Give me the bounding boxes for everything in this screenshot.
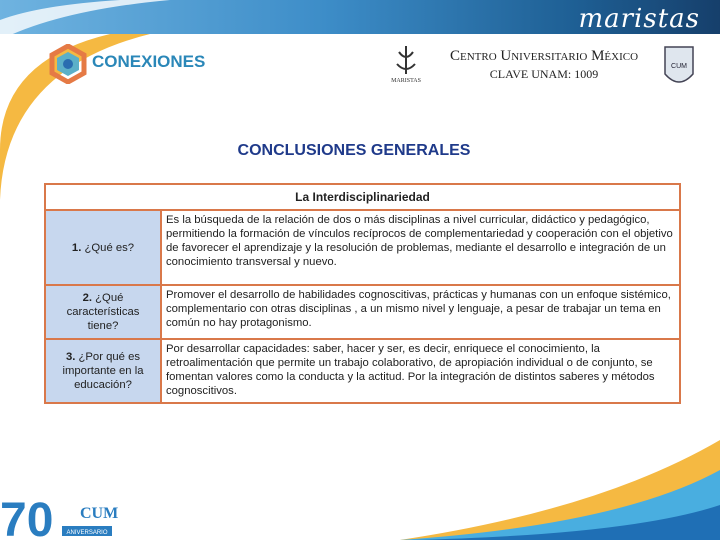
page-title: CONCLUSIONES GENERALES (237, 142, 471, 159)
maristas-emblem-icon (391, 44, 421, 76)
footer-swoosh-decoration (400, 430, 720, 540)
anniversary-logo (0, 490, 120, 540)
answer-cell: Por desarrollar capacidades: saber, hacer y ser, es decir, enriquece el conocimiento, la retroalimentación que permite un trabajo colaborativo, de apropiación individual o de conjunto, se fomentan valores como la conducta y la actitud. Por la integración de distintos saberes y métodos cognoscitivos. (161, 339, 680, 403)
table-row (45, 339, 680, 403)
unam-shield-icon (662, 44, 696, 90)
institution-name: Centro Universitario México (449, 48, 639, 64)
answer-cell: Promover el desarrollo de habilidades cognoscitivas, prácticas y humanas con un enfoque sistémico, complementario con otras disciplinas , a un mismo nivel y lenguaje, a pesar de trabajar un tema en común no hay protagonismo. (161, 285, 680, 339)
interdisciplinarity-table (44, 183, 681, 404)
question-cell: 2. ¿Qué características tiene? (45, 285, 161, 339)
institution-block (434, 48, 654, 82)
table-header: La Interdisciplinariedad (45, 184, 680, 210)
question-cell: 1. ¿Qué es? (45, 210, 161, 285)
maristas-brand: maristas (578, 4, 700, 34)
svg-text:70: 70 (0, 494, 54, 540)
svg-text:ANIVERSARIO: ANIVERSARIO (66, 530, 108, 536)
table-row (45, 285, 680, 339)
table-row (45, 210, 680, 285)
svg-text:CUM: CUM (671, 63, 687, 70)
maristas-logo: MARISTAS (388, 44, 424, 88)
svg-text:CUM: CUM (80, 505, 119, 522)
conexiones-logo: CONEXIONES (48, 44, 205, 84)
answer-cell: Es la búsqueda de la relación de dos o más disciplinas a nivel curricular, didáctico y pedagógico, permitiendo la formación de vínculos recíprocos de complementariedad y cooperación con el objetivo de favorecer el aprendizaje y la resolución de problemas, mediante el desarrollo e integración de un conocimiento transversal y nuevo. (161, 210, 680, 285)
question-cell: 3. ¿Por qué es importante en la educación? (45, 339, 161, 403)
conexiones-hex-icon (48, 44, 88, 84)
clave-unam: CLAVE UNAM: 1009 (489, 67, 599, 81)
